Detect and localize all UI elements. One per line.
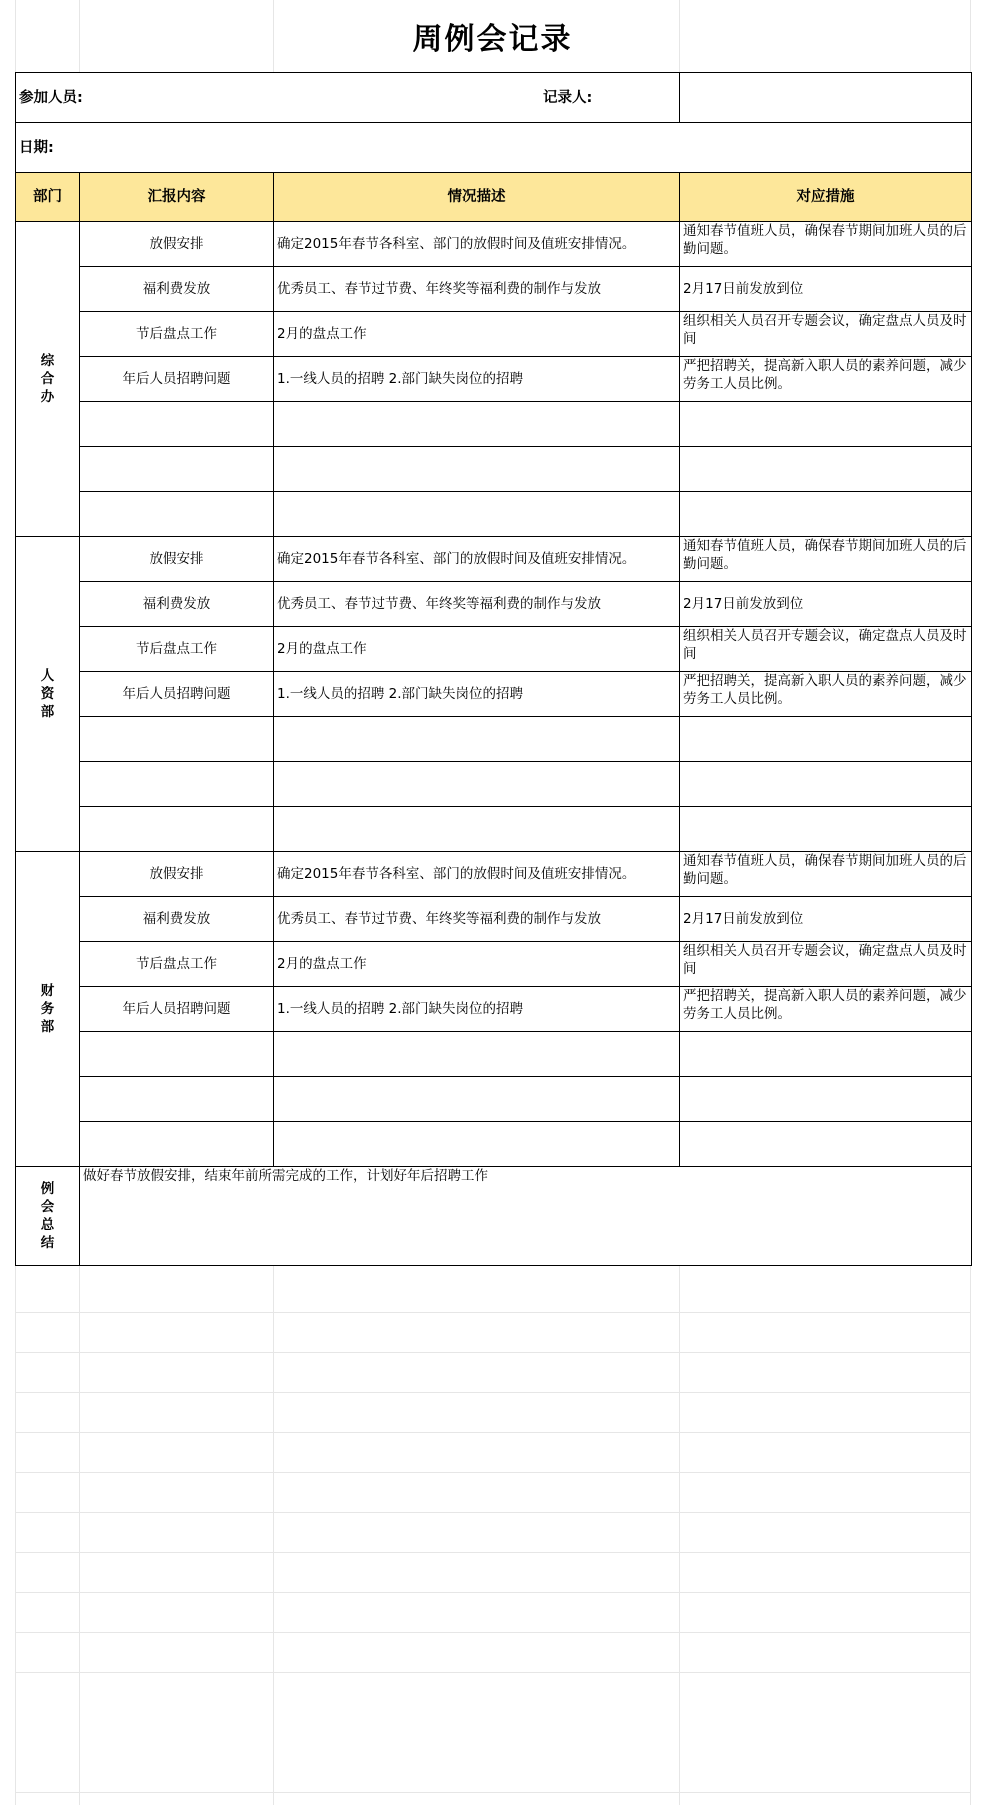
desc-cell[interactable]: 确定2015年春节各科室、部门的放假时间及值班安排情况。	[274, 852, 680, 897]
desc-cell[interactable]: 优秀员工、春节过节费、年终奖等福利费的制作与发放	[274, 897, 680, 942]
topic-cell[interactable]: 福利费发放	[80, 267, 274, 312]
attendees-row	[16, 73, 972, 123]
empty-cell[interactable]	[80, 492, 274, 537]
topic-cell[interactable]: 放假安排	[80, 537, 274, 582]
header-measure: 对应措施	[680, 173, 972, 222]
attendees-label: 参加人员:	[19, 89, 83, 106]
measure-cell[interactable]: 2月17日前发放到位	[680, 582, 972, 627]
table-row	[16, 537, 972, 582]
empty-cell[interactable]	[680, 447, 972, 492]
topic-cell[interactable]: 节后盘点工作	[80, 942, 274, 987]
empty-cell[interactable]	[680, 402, 972, 447]
topic-cell[interactable]: 年后人员招聘问题	[80, 357, 274, 402]
topic-cell[interactable]: 节后盘点工作	[80, 312, 274, 357]
dept-cell-hr[interactable]	[16, 537, 80, 852]
desc-cell[interactable]: 1.一线人员的招聘 2.部门缺失岗位的招聘	[274, 357, 680, 402]
empty-row	[16, 1077, 972, 1122]
desc-cell[interactable]: 优秀员工、春节过节费、年终奖等福利费的制作与发放	[274, 582, 680, 627]
empty-cell[interactable]	[80, 1122, 274, 1167]
measure-cell[interactable]: 组织相关人员召开专题会议，确定盘点人员及时间	[680, 627, 972, 672]
empty-cell[interactable]	[274, 1122, 680, 1167]
date-row	[16, 123, 972, 173]
empty-row	[16, 807, 972, 852]
summary-text-cell[interactable]: 做好春节放假安排，结束年前所需完成的工作，计划好年后招聘工作	[80, 1167, 972, 1266]
measure-cell[interactable]: 严把招聘关，提高新入职人员的素养问题，减少劳务工人员比例。	[680, 357, 972, 402]
desc-cell[interactable]: 1.一线人员的招聘 2.部门缺失岗位的招聘	[274, 987, 680, 1032]
dept-char: 资	[40, 686, 55, 702]
dept-char: 财	[40, 983, 55, 999]
empty-cell[interactable]	[680, 762, 972, 807]
header-dept: 部门	[16, 173, 80, 222]
topic-cell[interactable]: 年后人员招聘问题	[80, 987, 274, 1032]
dept-cell-general-office[interactable]	[16, 222, 80, 537]
measure-cell[interactable]: 通知春节值班人员，确保春节期间加班人员的后勤问题。	[680, 222, 972, 267]
measure-cell[interactable]: 2月17日前发放到位	[680, 897, 972, 942]
empty-row	[16, 717, 972, 762]
measure-cell[interactable]: 严把招聘关，提高新入职人员的素养问题，减少劳务工人员比例。	[680, 672, 972, 717]
empty-cell[interactable]	[274, 1077, 680, 1122]
empty-row	[16, 492, 972, 537]
dept-char: 部	[40, 1019, 55, 1035]
empty-cell[interactable]	[80, 447, 274, 492]
dept-char: 合	[40, 371, 55, 387]
desc-cell[interactable]: 2月的盘点工作	[274, 312, 680, 357]
table-row	[16, 582, 972, 627]
measure-cell[interactable]: 严把招聘关，提高新入职人员的素养问题，减少劳务工人员比例。	[680, 987, 972, 1032]
table-row	[16, 312, 972, 357]
dept-cell-finance[interactable]	[16, 852, 80, 1167]
date-label: 日期:	[19, 139, 54, 156]
header-desc: 情况描述	[274, 173, 680, 222]
empty-cell[interactable]	[274, 492, 680, 537]
empty-row	[16, 447, 972, 492]
empty-cell[interactable]	[680, 1122, 972, 1167]
empty-cell[interactable]	[680, 1077, 972, 1122]
date-cell[interactable]	[16, 123, 972, 173]
empty-cell[interactable]	[274, 402, 680, 447]
measure-cell[interactable]: 2月17日前发放到位	[680, 267, 972, 312]
empty-row	[16, 402, 972, 447]
table-row	[16, 267, 972, 312]
table-row	[16, 672, 972, 717]
topic-cell[interactable]: 放假安排	[80, 852, 274, 897]
summary-row	[16, 1167, 972, 1266]
recorder-label: 记录人:	[543, 89, 593, 106]
empty-cell[interactable]	[680, 1032, 972, 1077]
summary-label-cell[interactable]	[16, 1167, 80, 1266]
topic-cell[interactable]: 年后人员招聘问题	[80, 672, 274, 717]
empty-cell[interactable]	[680, 807, 972, 852]
empty-cell[interactable]	[274, 762, 680, 807]
desc-cell[interactable]: 1.一线人员的招聘 2.部门缺失岗位的招聘	[274, 672, 680, 717]
empty-cell[interactable]	[274, 717, 680, 762]
measure-cell[interactable]: 通知春节值班人员，确保春节期间加班人员的后勤问题。	[680, 852, 972, 897]
empty-cell[interactable]	[274, 807, 680, 852]
table-row	[16, 627, 972, 672]
desc-cell[interactable]: 2月的盘点工作	[274, 942, 680, 987]
summary-char: 结	[40, 1235, 55, 1251]
dept-char: 务	[40, 1001, 55, 1017]
header-topic: 汇报内容	[80, 173, 274, 222]
empty-cell[interactable]	[80, 1077, 274, 1122]
desc-cell[interactable]: 确定2015年春节各科室、部门的放假时间及值班安排情况。	[274, 222, 680, 267]
empty-cell[interactable]	[680, 492, 972, 537]
topic-cell[interactable]: 放假安排	[80, 222, 274, 267]
recorder-cell[interactable]	[543, 73, 972, 123]
dept-char: 人	[40, 668, 55, 684]
dept-char: 综	[40, 353, 55, 369]
measure-cell[interactable]: 组织相关人员召开专题会议，确定盘点人员及时间	[680, 942, 972, 987]
dept-char: 部	[40, 704, 55, 720]
empty-cell[interactable]	[80, 402, 274, 447]
empty-row	[16, 1032, 972, 1077]
measure-cell[interactable]: 通知春节值班人员，确保春节期间加班人员的后勤问题。	[680, 537, 972, 582]
table-row	[16, 222, 972, 267]
topic-cell[interactable]: 福利费发放	[80, 897, 274, 942]
empty-cell[interactable]	[80, 1032, 274, 1077]
header-row	[16, 173, 972, 222]
meeting-record-table	[15, 72, 972, 1266]
empty-cell[interactable]	[680, 717, 972, 762]
empty-row	[16, 1122, 972, 1167]
empty-cell[interactable]	[80, 717, 274, 762]
topic-cell[interactable]: 福利费发放	[80, 582, 274, 627]
table-row	[16, 852, 972, 897]
empty-cell[interactable]	[274, 1032, 680, 1077]
table-row	[16, 357, 972, 402]
desc-cell[interactable]: 优秀员工、春节过节费、年终奖等福利费的制作与发放	[274, 267, 680, 312]
topic-cell[interactable]: 节后盘点工作	[80, 627, 274, 672]
measure-cell[interactable]: 组织相关人员召开专题会议，确定盘点人员及时间	[680, 312, 972, 357]
page-title: 周例会记录	[412, 22, 573, 57]
empty-cell[interactable]	[274, 447, 680, 492]
summary-char: 会	[40, 1199, 55, 1215]
table-row	[16, 897, 972, 942]
desc-cell[interactable]: 2月的盘点工作	[274, 627, 680, 672]
empty-row	[16, 762, 972, 807]
empty-cell[interactable]	[80, 807, 274, 852]
empty-cell[interactable]	[80, 762, 274, 807]
dept-char: 办	[40, 389, 55, 405]
table-row	[16, 987, 972, 1032]
summary-char: 总	[40, 1217, 55, 1233]
summary-char: 例	[40, 1181, 55, 1197]
desc-cell[interactable]: 确定2015年春节各科室、部门的放假时间及值班安排情况。	[274, 537, 680, 582]
table-row	[16, 942, 972, 987]
